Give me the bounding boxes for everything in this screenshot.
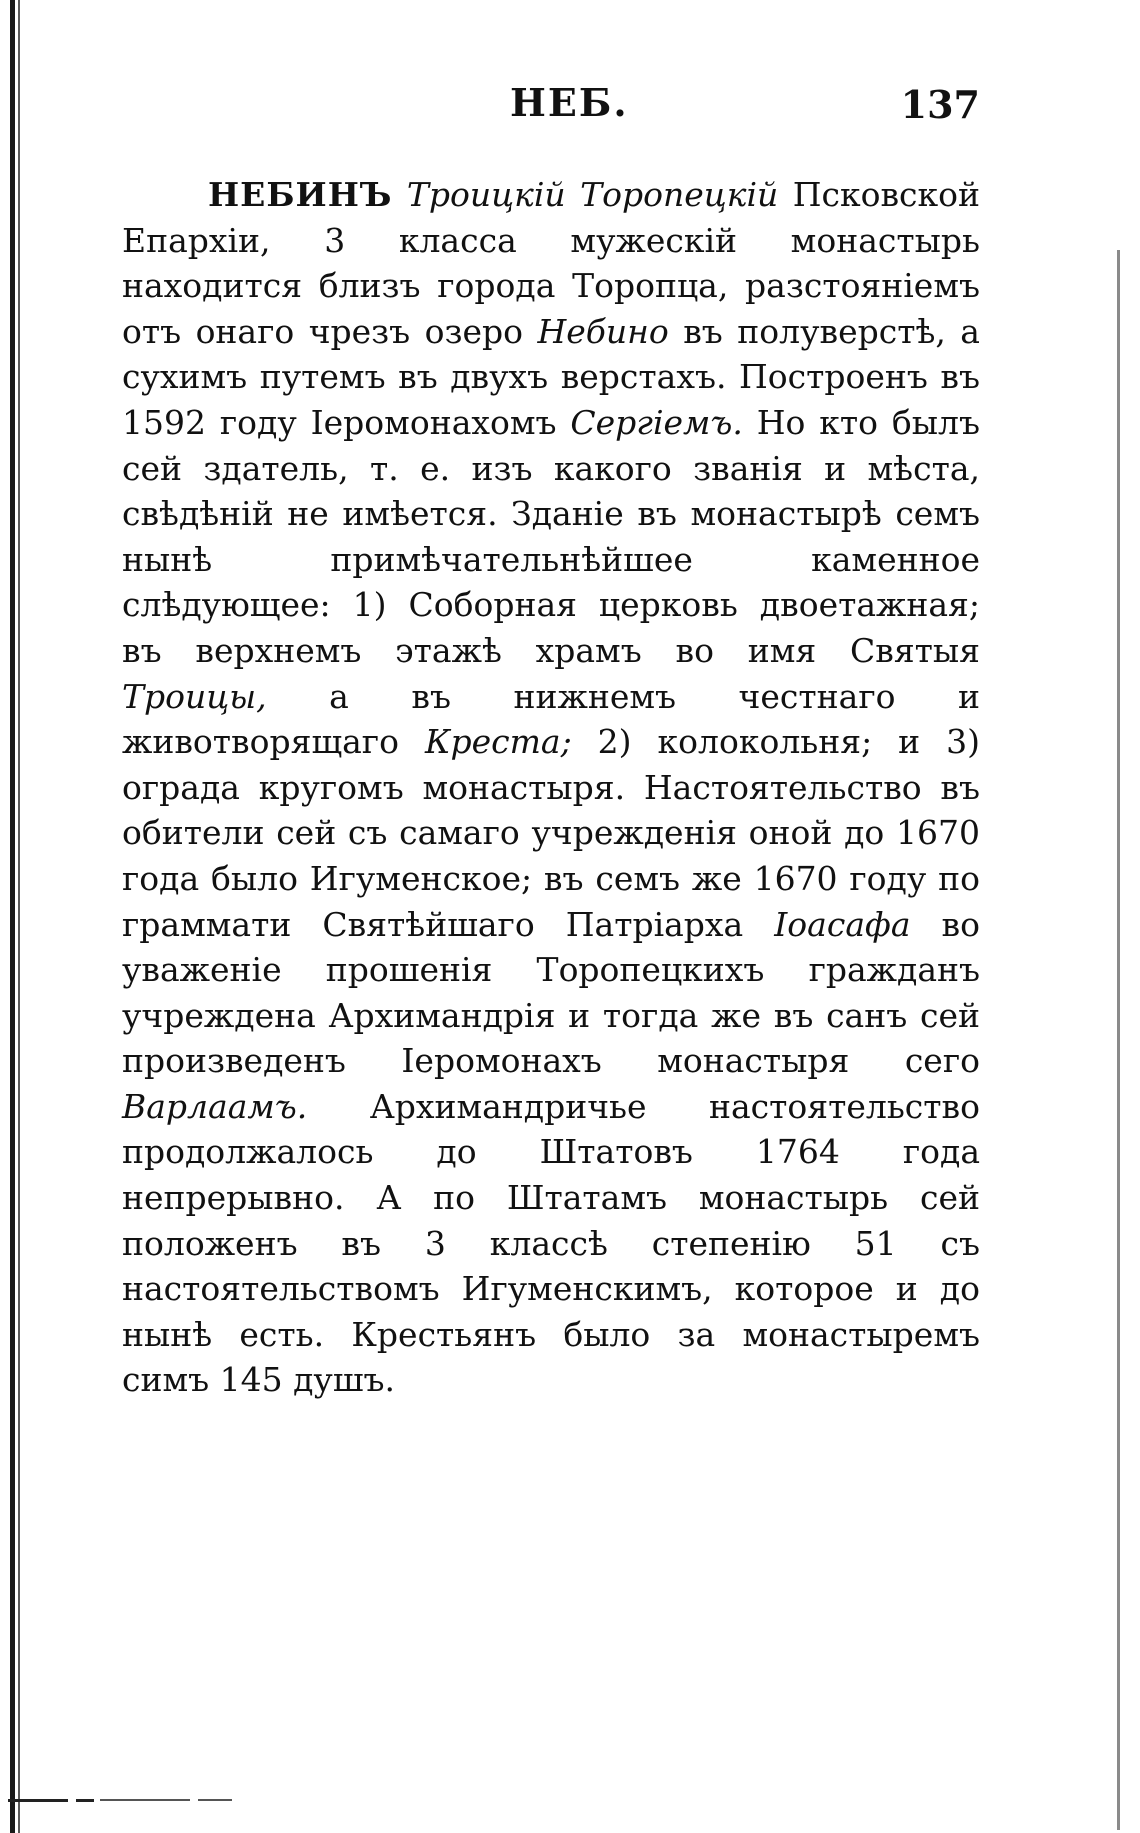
founder-name: Сергіемъ.	[570, 402, 743, 442]
entry-headword: НЕБИНЪ	[208, 175, 393, 214]
varlaam-name: Варлаамъ.	[122, 1086, 308, 1126]
lake-name: Небино	[537, 311, 669, 351]
scan-mark-dash	[76, 1799, 94, 1802]
scan-mark-dash	[8, 1799, 68, 1802]
bottom-scan-mark	[0, 1795, 240, 1805]
monastery-name: Троицкій Торопецкій	[406, 175, 779, 214]
article-text-2: въ полуверстѣ, а сухимъ путемъ въ двухъ верстахъ. Построенъ въ 1592 году Іеромонахомъ	[122, 311, 980, 442]
page-right-edge	[1117, 250, 1120, 1830]
article-text-4: а въ нижнемъ честнаго и животворящаго	[122, 676, 980, 762]
running-head: НЕБ.	[510, 80, 629, 125]
trinity-name: Троицы,	[122, 676, 267, 716]
patriarch-name: Іоасафа	[774, 904, 911, 944]
cross-name: Креста;	[424, 722, 572, 762]
scan-mark-dash	[198, 1799, 232, 1801]
article-paragraph	[122, 172, 980, 1403]
article-text-7: Архимандричье настоятельство продолжалось до Штатовъ 1764 года непрерывно. А по Штатамъ монастырь сей положенъ въ 3 классѣ степенію 51 съ настоятельствомъ Игуменскимъ, которое и до нынѣ есть. Крестьянъ было за монастыремъ симъ 145 душъ.	[122, 1086, 980, 1400]
article-text-6: во уваженіе прошенія Торопецкихъ гражданъ учреждена Архимандрія и тогда же въ санъ сей произведенъ Іеромонахъ монастыря сего	[122, 904, 981, 1081]
scan-mark-dash	[100, 1799, 190, 1801]
page-binding-edge-inner	[18, 0, 20, 1833]
page-number: 137	[900, 82, 980, 127]
article-text-1: Псковской Епархіи, 3 класса мужескій монастырь находится близъ города Торопца, разстояніемъ отъ онаго чрезъ озеро	[122, 175, 981, 351]
article-text-3: Но кто былъ сей здатель, т. е. изъ какого званія и мѣста, свѣдѣній не имѣется. Зданіе въ монастырѣ семъ нынѣ примѣчательнѣйшее каменное слѣдующее: 1) Соборная церковь двоетажная; въ верхнемъ этажѣ храмъ во имя Святыя	[122, 402, 980, 670]
page-header	[120, 80, 980, 140]
page-binding-edge	[10, 0, 15, 1833]
article-text-5: 2) колокольня; и 3) ограда кругомъ монастыря. Настоятельство въ обители сей съ самаго учрежденія оной до 1670 года было Игуменское; въ семъ же 1670 году по граммати Святѣйшаго Патріарха	[122, 722, 980, 944]
